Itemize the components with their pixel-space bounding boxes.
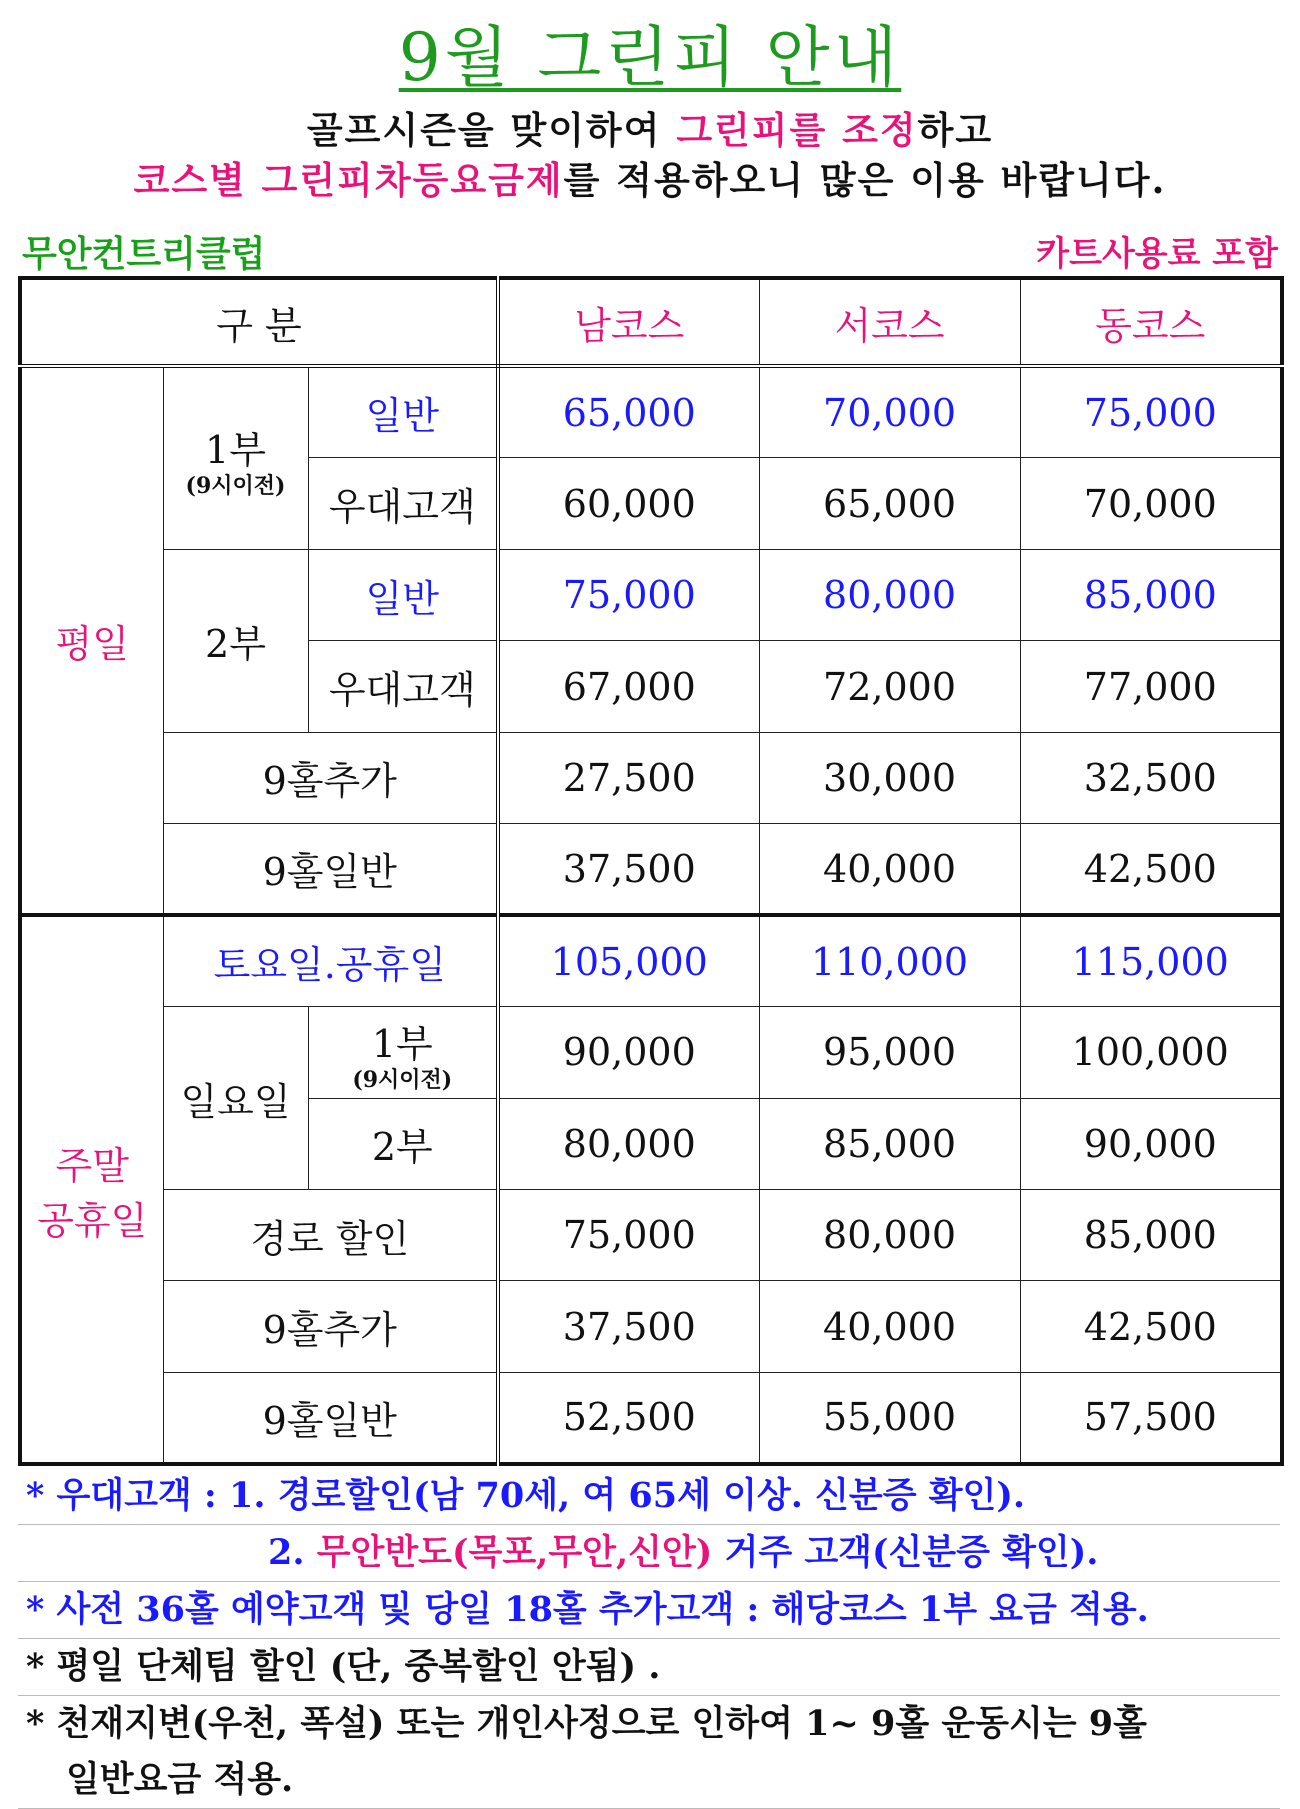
header-south-course: 남코스: [498, 278, 759, 366]
preferred-label: 우대고객: [308, 458, 498, 549]
price-cell: 95,000: [759, 1007, 1020, 1098]
note-text: 거주 고객(신분증 확인).: [712, 1532, 1099, 1573]
price-cell: 55,000: [759, 1372, 1020, 1464]
sunday-part2: 2부: [308, 1098, 498, 1189]
table-row: [20, 1190, 1282, 1281]
price-cell: 65,000: [759, 458, 1020, 549]
intro-line-1: [0, 100, 1300, 154]
page-title: 9월 그린피 안내: [398, 19, 902, 96]
preferred-label: 우대고객: [308, 641, 498, 732]
part-sub: (9시이전): [185, 473, 286, 500]
table-row: [20, 1281, 1282, 1372]
price-cell: 90,000: [1020, 1098, 1282, 1189]
weekday-part2: 2부: [163, 549, 308, 732]
price-cell: 52,500: [498, 1372, 759, 1464]
table-row: [20, 1007, 1282, 1098]
price-cell: 30,000: [759, 732, 1020, 823]
price-cell: 80,000: [498, 1098, 759, 1189]
weekday-label: 평일: [20, 366, 163, 915]
price-cell: 70,000: [759, 366, 1020, 457]
table-row: [20, 824, 1282, 915]
sunday-part1: [308, 1007, 498, 1098]
price-cell: 40,000: [759, 1281, 1020, 1372]
sunday-label: 일요일: [163, 1007, 308, 1190]
table-row: [20, 732, 1282, 823]
price-cell: 85,000: [1020, 549, 1282, 640]
price-cell: 90,000: [498, 1007, 759, 1098]
general-label: 일반: [308, 366, 498, 457]
note-preferred-customer: * 우대고객 : 1. 경로할인(남 70세, 여 65세 이상. 신분증 확인).: [18, 1468, 1280, 1525]
weekend-label-2: 공휴일: [37, 1198, 148, 1243]
weekday-part1: [163, 366, 308, 549]
intro-highlight: 그린피를 조정: [676, 108, 918, 152]
note-36hole-reservation: * 사전 36홀 예약고객 및 당일 18홀 추가고객 : 해당코스 1부 요금 적용.: [18, 1582, 1280, 1639]
note-text: 2.: [268, 1532, 317, 1573]
note-weather: [18, 1696, 1280, 1809]
sat-holiday-label: 토요일.공휴일: [163, 915, 498, 1006]
price-cell: 65,000: [498, 366, 759, 457]
price-cell: 80,000: [759, 1190, 1020, 1281]
weekend-label: [20, 915, 163, 1464]
green-fee-table: [18, 276, 1284, 1466]
table-row: [20, 1372, 1282, 1464]
weekend-label-1: 주말: [55, 1143, 129, 1188]
table-header-row: [20, 278, 1282, 366]
note-text: * 천재지변(우천, 폭설) 또는 개인사정으로 인하여 1~ 9홀 운동시는 9홀: [26, 1703, 1147, 1744]
header-west-course: 서코스: [759, 278, 1020, 366]
senior-discount-label: 경로 할인: [163, 1190, 498, 1281]
price-cell: 75,000: [498, 1190, 759, 1281]
price-cell: 42,500: [1020, 824, 1282, 915]
hole9-general-label: 9홀일반: [163, 824, 498, 915]
part-sub: (9시이전): [352, 1066, 453, 1093]
intro-text: 를 적용하오니 많은 이용 바랍니다.: [563, 158, 1167, 202]
price-cell: 105,000: [498, 915, 759, 1006]
price-cell: 60,000: [498, 458, 759, 549]
price-cell: 77,000: [1020, 641, 1282, 732]
intro-highlight: 코스별 그린피차등요금제: [133, 158, 564, 202]
table-row: [20, 549, 1282, 640]
price-cell: 32,500: [1020, 732, 1282, 823]
price-cell: 115,000: [1020, 915, 1282, 1006]
header-east-course: 동코스: [1020, 278, 1282, 366]
table-row: [20, 915, 1282, 1006]
price-cell: 40,000: [759, 824, 1020, 915]
table-row: [20, 366, 1282, 457]
price-cell: 67,000: [498, 641, 759, 732]
price-cell: 37,500: [498, 1281, 759, 1372]
cart-fee-note: 카트사용료 포함: [1036, 234, 1278, 274]
price-cell: 110,000: [759, 915, 1020, 1006]
general-label: 일반: [308, 549, 498, 640]
hole9-add-label: 9홀추가: [163, 732, 498, 823]
header-category: 구 분: [20, 278, 498, 366]
notes-section: [18, 1468, 1280, 1809]
price-cell: 72,000: [759, 641, 1020, 732]
part-label: 1부: [371, 1021, 433, 1066]
intro-text: 골프시즌을 맞이하여: [306, 108, 677, 152]
part-label: 1부: [205, 428, 266, 473]
price-cell: 70,000: [1020, 458, 1282, 549]
price-cell: 37,500: [498, 824, 759, 915]
price-cell: 85,000: [759, 1098, 1020, 1189]
intro-line-2: [0, 150, 1300, 204]
note-highlight: 무안반도(목포,무안,신안): [316, 1532, 713, 1573]
note-text-continued: 일반요금 적용.: [66, 1759, 294, 1800]
club-name: 무안컨트리클럽: [22, 233, 266, 275]
price-cell: 57,500: [1020, 1372, 1282, 1464]
price-cell: 75,000: [1020, 366, 1282, 457]
hole9-general-label: 9홀일반: [163, 1372, 498, 1464]
note-resident-discount: [18, 1525, 1280, 1582]
price-cell: 42,500: [1020, 1281, 1282, 1372]
price-cell: 27,500: [498, 732, 759, 823]
note-group-discount: * 평일 단체팀 할인 (단, 중복할인 안됨) .: [18, 1639, 1280, 1696]
price-cell: 75,000: [498, 549, 759, 640]
price-cell: 80,000: [759, 549, 1020, 640]
price-cell: 85,000: [1020, 1190, 1282, 1281]
hole9-add-label: 9홀추가: [163, 1281, 498, 1372]
intro-text: 하고: [917, 108, 994, 152]
price-cell: 100,000: [1020, 1007, 1282, 1098]
